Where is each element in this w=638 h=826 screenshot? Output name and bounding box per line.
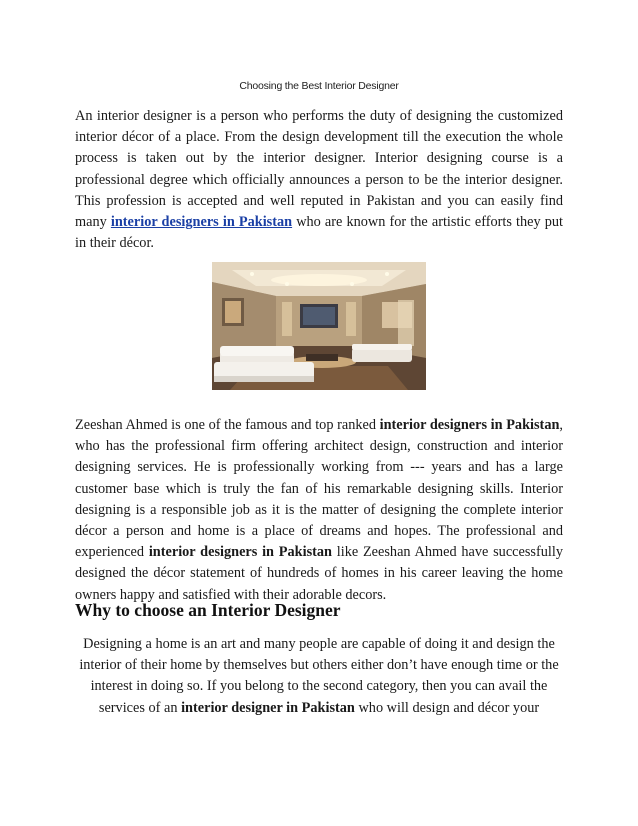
document-title: Choosing the Best Interior Designer: [239, 80, 399, 92]
keyword-bold-1: interior designers in Pakistan: [379, 417, 560, 433]
keyword-bold-3: interior designer in Pakistan: [181, 699, 355, 716]
zeeshan-text-3: like Zeeshan Ahmed have successfully designed the décor statement of hundreds of homes in his career leaving the home owners happy and satisfied with their adorable decors.: [75, 544, 563, 603]
why-text-1: Designing a home is an art and many people are capable of doing it and design the interior of their home by themselves but others either don’t have enough time or the interest in doing so. If you belong to the second category, then you can avail the services of an: [79, 636, 559, 716]
zeeshan-text-1: Zeeshan Ahmed is one of the famous and top ranked: [75, 417, 380, 433]
intro-text: An interior designer is a person who performs the duty of designing the customized interior décor of a place. From the design development till the execution the whole process is taken out by the interior designer. Interior designing course is a professional degree which officially announces a person to be the interior designer. This profession is accepted and well reputed in Pakistan and you can easily find many: [75, 108, 563, 231]
intro-paragraph: [75, 106, 563, 254]
intro-text-end: who are known for the artistic efforts they put in their décor.: [75, 214, 563, 252]
living-room-photo: [212, 262, 426, 390]
keyword-bold-2: interior designers in Pakistan: [148, 544, 332, 561]
zeeshan-text-2: , who has the professional firm offering architect design, construction and interior designing services. He is professionally working from --- years and has a large customer base which is truly the fan of his remarkable designing skills. Interior designing is a responsible job as it is the matter of designing the complete interior décor a person and home is a place of dreams and hopes. The professional and experienced: [75, 417, 563, 561]
why-text-2: who will design and décor your: [354, 699, 540, 716]
zeeshan-paragraph: [75, 415, 563, 606]
interior-designers-pakistan-link[interactable]: interior designers in Pakistan: [110, 214, 293, 231]
section-heading: Why to choose an Interior Designer: [75, 600, 341, 620]
why-paragraph: [75, 634, 563, 719]
